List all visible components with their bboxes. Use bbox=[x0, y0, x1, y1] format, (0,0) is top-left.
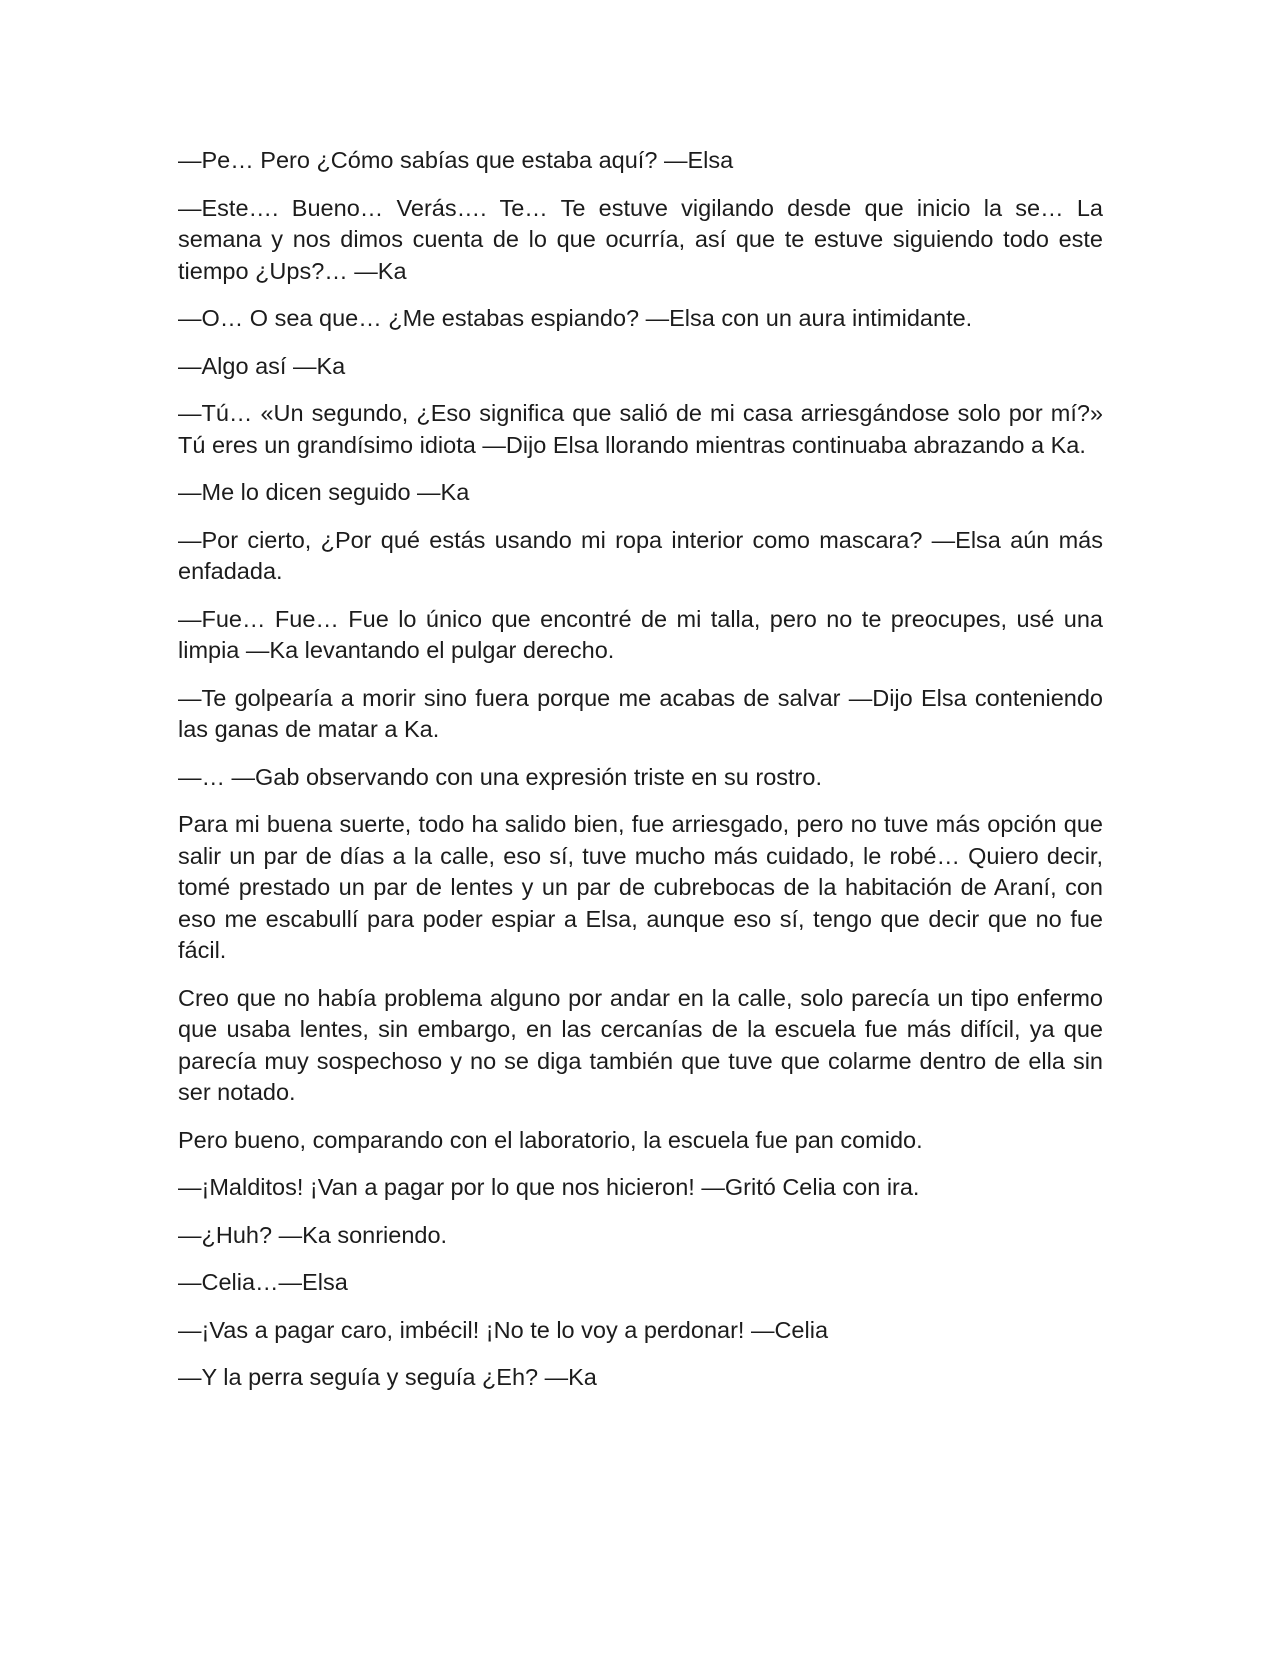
paragraph: —Tú… «Un segundo, ¿Eso significa que salió de mi casa arriesgándose solo por mí?» Tú eres un grandísimo idiota —Dijo Elsa llorando mientras continuaba abrazando a Ka. bbox=[178, 400, 1103, 458]
paragraph: —Te golpearía a morir sino fuera porque me acabas de salvar —Dijo Elsa conteniendo las ganas de matar a Ka. bbox=[178, 684, 1103, 742]
paragraph: —Me lo dicen seguido —Ka bbox=[178, 479, 470, 505]
paragraph: —¿Huh? —Ka sonriendo. bbox=[178, 1221, 448, 1248]
document-page bbox=[178, 145, 1103, 1410]
paragraph: —Pe… Pero ¿Cómo sabías que estaba aquí? —Elsa bbox=[178, 147, 734, 173]
paragraph: —Fue… Fue… Fue lo único que encontré de mi talla, pero no te preocupes, usé una limpia —Ka levantando el pulgar derecho. bbox=[178, 605, 1103, 663]
paragraph: —Por cierto, ¿Por qué estás usando mi ropa interior como mascara? —Elsa aún más enfadada. bbox=[178, 526, 1103, 584]
paragraph: —¡Malditos! ¡Van a pagar por lo que nos hicieron! —Gritó Celia con ira. bbox=[178, 1174, 920, 1200]
paragraph: —Este…. Bueno… Verás…. Te… Te estuve vigilando desde que inicio la se… La semana y nos dimos cuenta de lo que ocurría, así que te estuve siguiendo todo este tiempo ¿Ups?… —Ka bbox=[178, 194, 1103, 284]
paragraph: —… —Gab observando con una expresión triste en su rostro. bbox=[178, 763, 822, 790]
paragraph: Para mi buena suerte, todo ha salido bien, fue arriesgado, pero no tuve más opción que salir un par de días a la calle, eso sí, tuve mucho más cuidado, le robé… Quiero decir, tomé prestado un par de lentes y un par de cubrebocas de la habitación de Araní, con eso me escabullí para poder espiar a Elsa, aunque eso sí, tengo que decir que no fue fácil. bbox=[178, 811, 1103, 963]
paragraph: —O… O sea que… ¿Me estabas espiando? —Elsa con un aura intimidante. bbox=[178, 305, 973, 331]
paragraph: Pero bueno, comparando con el laboratorio, la escuela fue pan comido. bbox=[178, 1126, 923, 1153]
paragraph: —Y la perra seguía y seguía ¿Eh? —Ka bbox=[178, 1364, 597, 1390]
paragraph: —¡Vas a pagar caro, imbécil! ¡No te lo voy a perdonar! —Celia bbox=[178, 1316, 829, 1343]
paragraph: Creo que no había problema alguno por andar en la calle, solo parecía un tipo enfermo que usaba lentes, sin embargo, en las cercanías de la escuela fue más difícil, ya que parecía muy sospechoso y no se diga también que tuve que colarme dentro de ella sin ser notado. bbox=[178, 984, 1103, 1105]
paragraph: —Algo así —Ka bbox=[178, 352, 346, 379]
paragraph: —Celia…—Elsa bbox=[178, 1269, 348, 1295]
